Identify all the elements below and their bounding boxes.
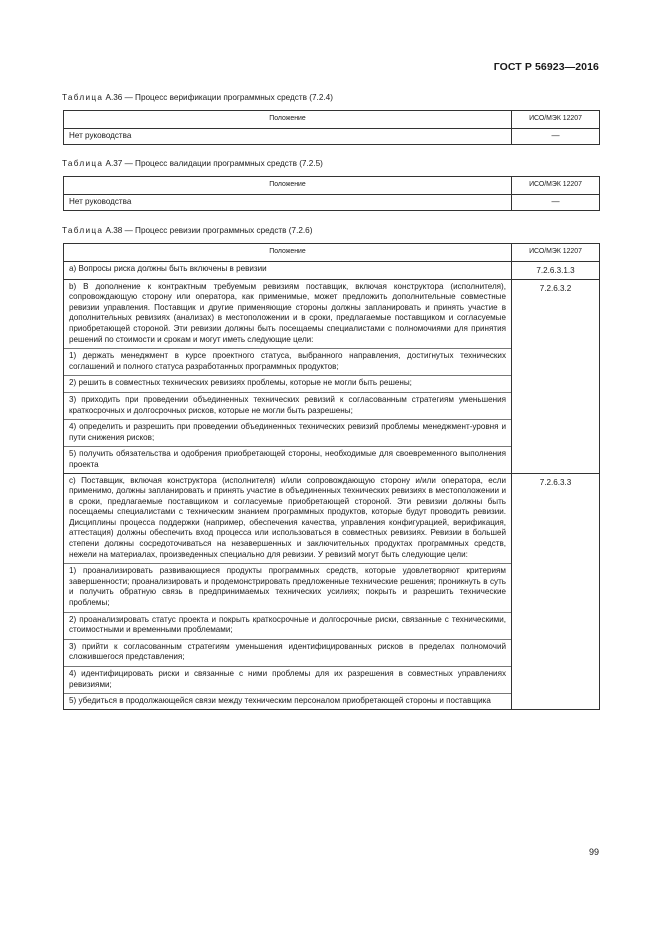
table-a36-title: А.36 — Процесс верификации программных средств (7.2.4) [103,93,333,102]
column-header-position: Положение [64,244,512,262]
table-a38-row-a-text [64,262,512,280]
row-list-item: 1) держать менеджмент в курсе проектного статуса, выбранного направления, достигнутых технических соглашений и полного статуса разработанных программных продуктов; [64,348,511,372]
table-a38-caption [62,226,312,235]
table-a36-caption [62,93,333,102]
column-header-iso: ИСО/МЭК 12207 [512,244,600,262]
column-header-iso: ИСО/МЭК 12207 [512,111,600,129]
table-row [64,195,600,211]
row-list-item: 5) убедиться в продолжающейся связи между техническим персоналом приобретающей стороны и поставщика [64,693,511,707]
row-list-item: 5) получить обязательства и одобрения приобретающей стороны, необходимые для своевременного выполнения проекта [64,446,511,470]
table-a38-title: А.38 — Процесс ревизии программных средств (7.2.6) [103,226,313,235]
table-a38-row-b-ref: 7.2.6.3.2 [512,279,600,473]
table-a37-row-text: Нет руководства [64,195,512,211]
table-header-row [64,244,600,262]
row-main-text: с) Поставщик, включая конструктора (исполнителя) и/или сопровождающую сторону и/или оператора, если применимо, должны запланировать и принять участие в объединенных технических ревизиях в местоположении и в сроки, предлагаемые поставщиком и согласуемые приобретающей стороной. Эти ревизии должны быть посещаемы специалистами с техническим знанием программных продуктов, которые будут проводить ревизии. Дисциплины процесса поддержки (например, обеспечения качества, управления конфигурацией, верификация, аттестация) должны обеспечить вход процесса или использоваться в совместных ревизиях. Ревизии в большей степени должны сосредоточиваться на незавершенных и заключительных продуктах программных средств, нежели на материалах, произведенных специально для ревизии. У ревизий могут быть следующие цели: [69,475,506,559]
row-list-item: 3) прийти к согласованным стратегиям уменьшения идентифицированных рисков в пределах полномочий сложившегося представления; [64,639,511,663]
table-a38-row-c-text [64,473,512,709]
table-a37-title: А.37 — Процесс валидации программных средств (7.2.5) [103,159,323,168]
document-header-standard: ГОСТ Р 56923—2016 [493,61,599,73]
column-header-position: Положение [64,177,512,195]
row-list-item: 2) решить в совместных технических ревизиях проблемы, которые не могли быть решены; [64,375,511,389]
table-header-row [64,177,600,195]
row-list-item: 4) определить и разрешить при проведении объединенных технических ревизий проблемы менеджмент-уровня и пути снижения рисков; [64,419,511,443]
table-a38 [63,243,600,710]
column-header-iso: ИСО/МЭК 12207 [512,177,600,195]
table-a37-label: Таблица [62,159,104,168]
page-number: 99 [588,847,599,857]
table-a37-caption [62,159,323,168]
row-main-text: а) Вопросы риска должны быть включены в ревизии [69,264,267,273]
table-row [64,262,600,280]
row-list-item: 1) проанализировать развивающиеся продукты программных средств, которые удовлетворяют критериям завершенности; проанализировать и продемонстрировать предложенные технические решения; проникнуть в суть и получить обратную связь в предпринимаемых технических усилиях; покрыть и разрешить технические проблемы; [64,563,511,608]
row-list-item: 4) идентифицировать риски и связанные с ними проблемы для их разрешения в совместных управлениях ревизиями; [64,666,511,690]
table-a38-label: Таблица [62,226,104,235]
table-row [64,279,600,473]
table-a36-row-ref: — [512,129,600,145]
column-header-position: Положение [64,111,512,129]
table-a38-row-a-ref: 7.2.6.3.1.3 [512,262,600,280]
table-a38-row-b-text [64,279,512,473]
table-a37 [63,176,600,211]
table-a36 [63,110,600,145]
table-a37-row-ref: — [512,195,600,211]
row-list-item: 3) приходить при проведении объединенных технических ревизий к согласованным стратегиям уменьшения краткосрочных и долгосрочных рисков, которые не могли быть разрешены; [64,392,511,416]
table-row [64,473,600,709]
table-a36-row-text: Нет руководства [64,129,512,145]
row-main-text: b) В дополнение к контрактным требуемым ревизиям поставщик, включая конструктора (исполнителя), сопровождающую сторону или оператора, как применимые, может предложить дополнительные совместные ревизии управления. Поставщик и другие применяющие стороны должны запланировать и принять участие в дополнительных ревизиях (анализах) в местоположении и в сроки, предлагаемые поставщиком и согласуемые приобретающей стороной. Эти ревизии должны быть посещаемы специалистами с полномочиями для принятия решений по стоимости и срокам и могут иметь следующие цели: [69,281,506,344]
table-header-row [64,111,600,129]
table-a38-row-c-ref: 7.2.6.3.3 [512,473,600,709]
row-list-item: 2) проанализировать статус проекта и покрыть краткосрочные и долгосрочные риски, связанные с техническими, стоимостными и временными проблемами; [64,612,511,636]
table-a36-label: Таблица [62,93,104,102]
table-row [64,129,600,145]
